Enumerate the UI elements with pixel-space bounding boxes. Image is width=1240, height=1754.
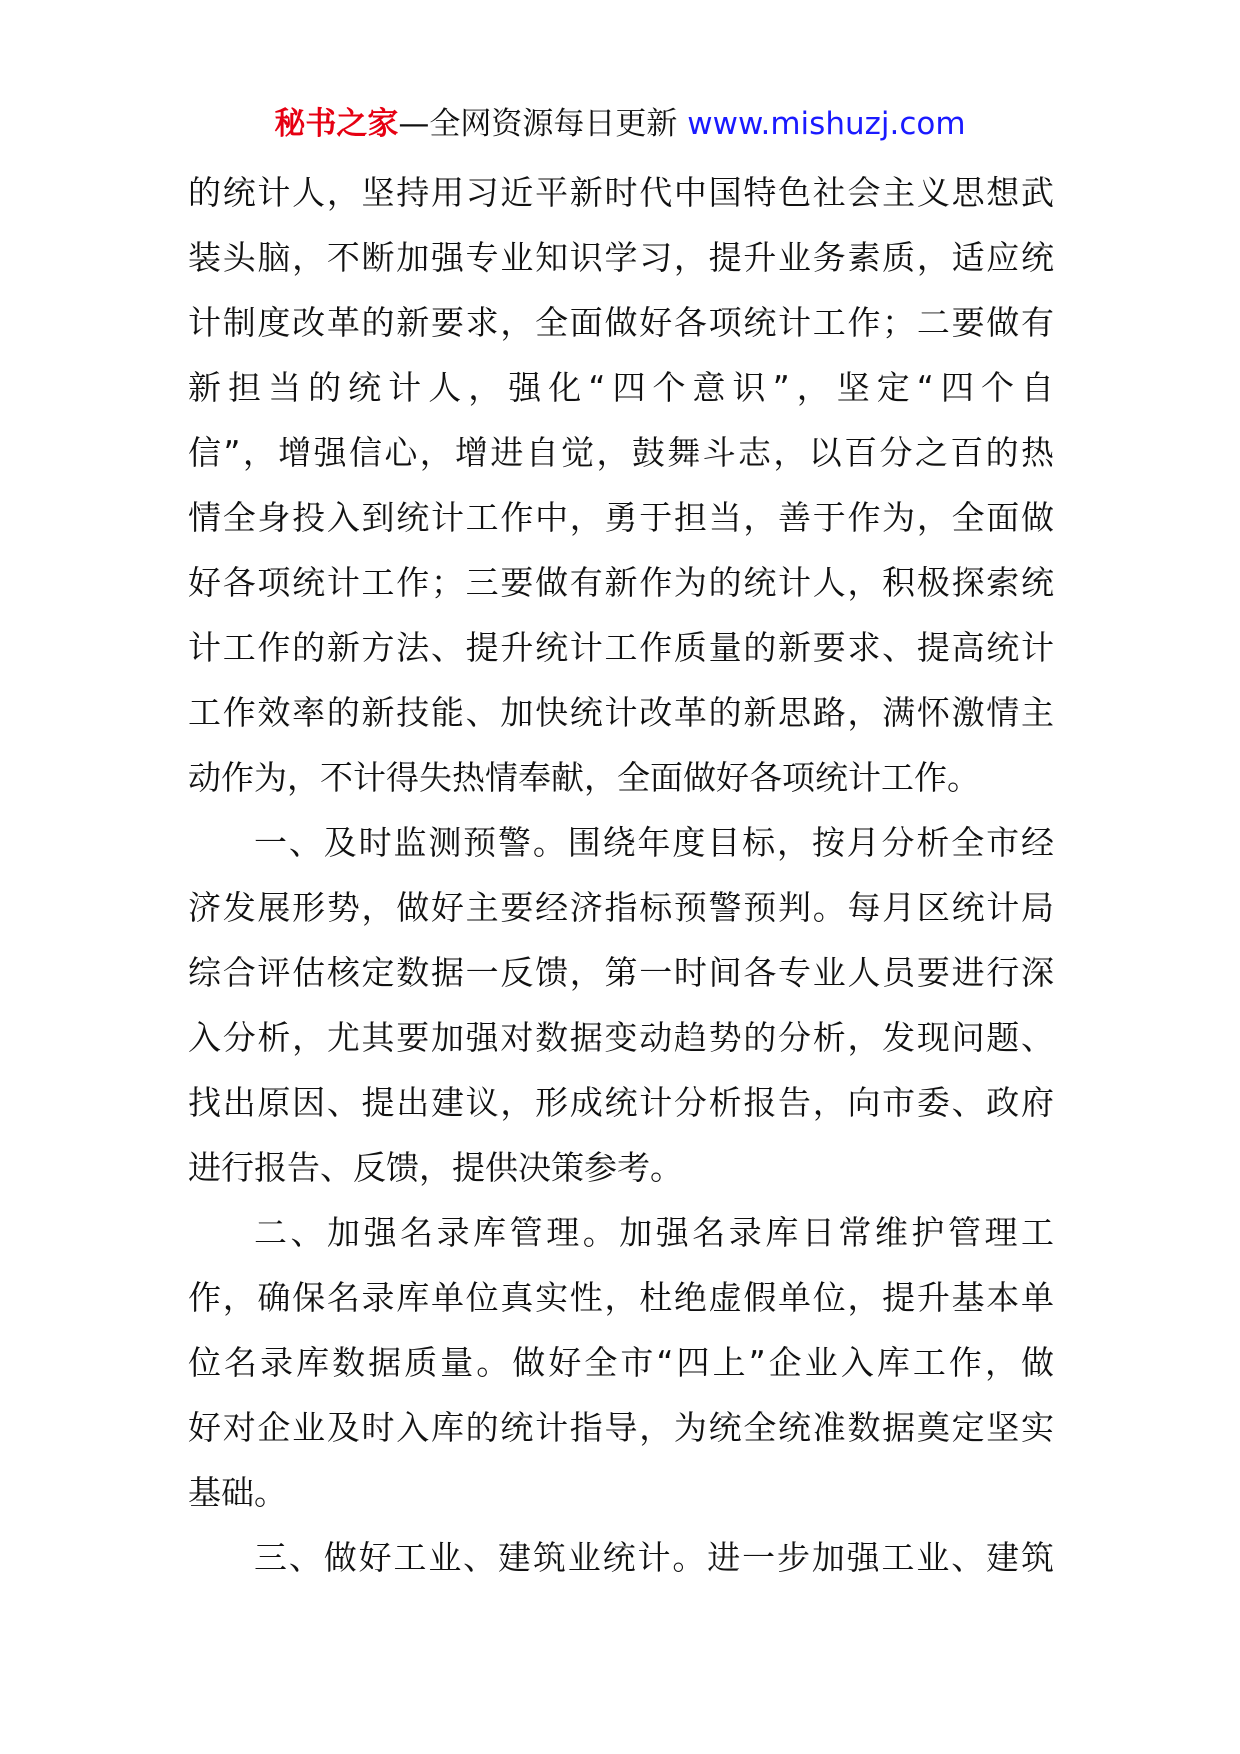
- website-link[interactable]: www.mishuzj.com: [687, 106, 966, 142]
- paragraph-1-heading-line: 一、及时监测预警。围绕年度目标，按月分析全市经: [254, 823, 1054, 862]
- brand-name: 秘书之家: [274, 106, 399, 142]
- text-line: 情全身投入到统计工作中，勇于担当，善于作为，全面做: [188, 498, 1054, 537]
- text-line: 信”，增强信心，增进自觉，鼓舞斗志，以百分之百的热: [188, 433, 1054, 472]
- text-line: 作，确保名录库单位真实性，杜绝虚假单位，提升基本单: [188, 1278, 1054, 1317]
- paragraph-3-heading-line: 三、做好工业、建筑业统计。进一步加强工业、建筑: [254, 1538, 1054, 1577]
- text-line: 入分析，尤其要加强对数据变动趋势的分析，发现问题、: [188, 1018, 1054, 1057]
- text-line: 进行报告、反馈，提供决策参考。: [188, 1148, 683, 1187]
- text-line: 好对企业及时入库的统计指导，为统全统准数据奠定坚实: [188, 1408, 1054, 1447]
- text-line: 动作为，不计得失热情奉献，全面做好各项统计工作。: [188, 758, 980, 797]
- text-line: 综合评估核定数据一反馈，第一时间各专业人员要进行深: [188, 953, 1054, 992]
- text-line: 的统计人，坚持用习近平新时代中国特色社会主义思想武: [188, 173, 1054, 212]
- text-line: 装头脑，不断加强专业知识学习，提升业务素质，适应统: [188, 238, 1054, 277]
- text-line: 新担当的统计人，强化“四个意识”，坚定“四个自: [188, 368, 1054, 407]
- document-body: [188, 160, 1054, 1590]
- text-line: 工作效率的新技能、加快统计改革的新思路，满怀激情主: [188, 693, 1054, 732]
- text-line: 计工作的新方法、提升统计工作质量的新要求、提高统计: [188, 628, 1054, 667]
- text-line: 计制度改革的新要求，全面做好各项统计工作；二要做有: [188, 303, 1054, 342]
- text-line: 济发展形势，做好主要经济指标预警预判。每月区统计局: [188, 888, 1054, 927]
- text-line: 找出原因、提出建议，形成统计分析报告，向市委、政府: [188, 1083, 1054, 1122]
- paragraph-2-heading-line: 二、加强名录库管理。加强名录库日常维护管理工: [254, 1213, 1054, 1252]
- text-line: 基础。: [188, 1473, 287, 1512]
- text-line: 好各项统计工作；三要做有新作为的统计人，积极探索统: [188, 563, 1054, 602]
- header-tagline: —全网资源每日更新: [398, 106, 688, 142]
- text-line: 位名录库数据质量。做好全市“四上”企业入库工作，做: [188, 1343, 1054, 1382]
- page-header: [0, 104, 1240, 144]
